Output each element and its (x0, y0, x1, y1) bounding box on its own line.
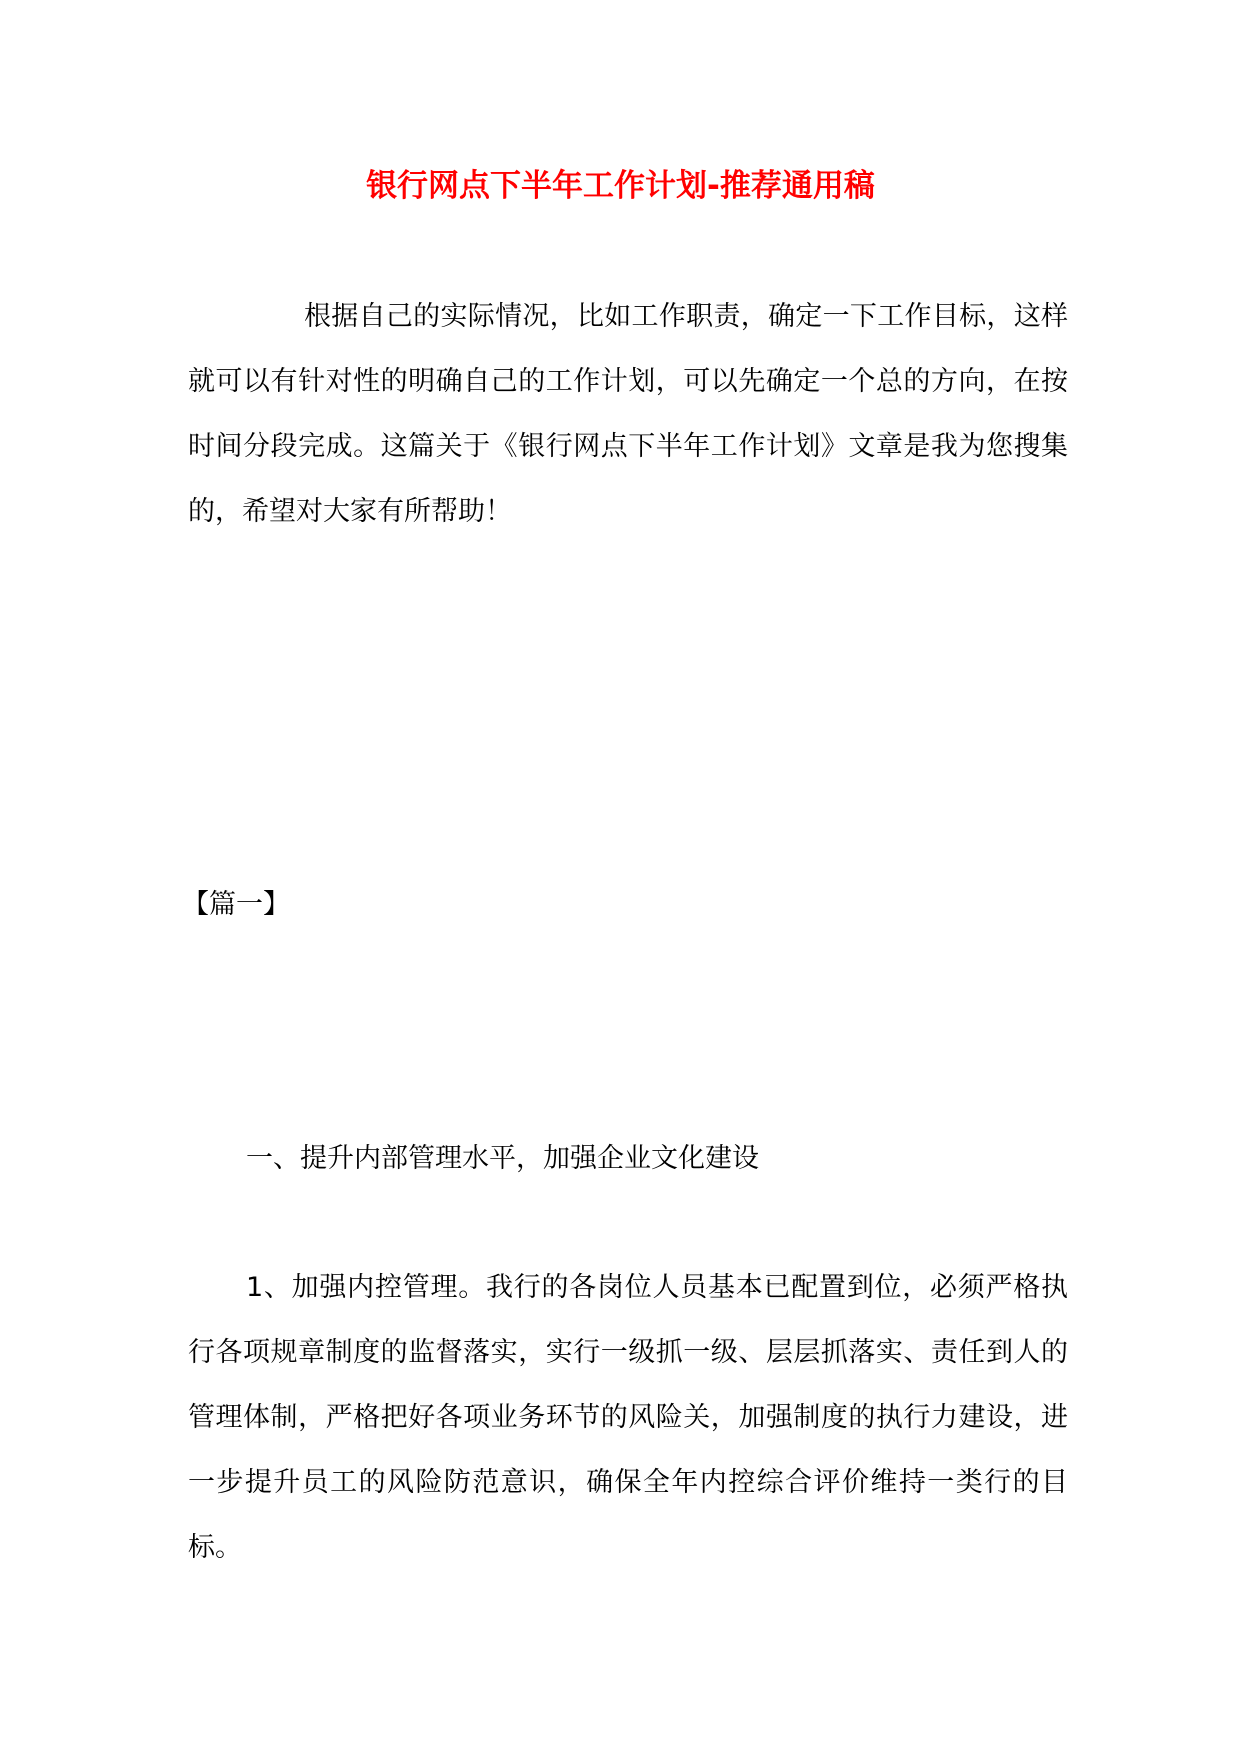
intro-paragraph: 根据自己的实际情况，比如工作职责，确定一下工作目标，这样就可以有针对性的明确自己的工作计划，可以先确定一个总的方向，在按时间分段完成。这篇关于《银行网点下半年工作计划》文章是我为您搜集的，希望对大家有所帮助！ (188, 301, 1068, 527)
section-heading: 一、提升内部管理水平，加强企业文化建设 (246, 1143, 759, 1174)
item-paragraph: 1、加强内控管理。我行的各岗位人员基本已配置到位，必须严格执行各项规章制度的监督落实，实行一级抓一级、层层抓落实、责任到人的管理体制，严格把好各项业务环节的风险关，加强制度的执行力建设，进一步提升员工的风险防范意识，确保全年内控综合评价维持一类行的目标。 (188, 1272, 1068, 1563)
section-label: 【篇一】 (182, 889, 290, 920)
document-title: 银行网点下半年工作计划-推荐通用稿 (366, 168, 875, 204)
